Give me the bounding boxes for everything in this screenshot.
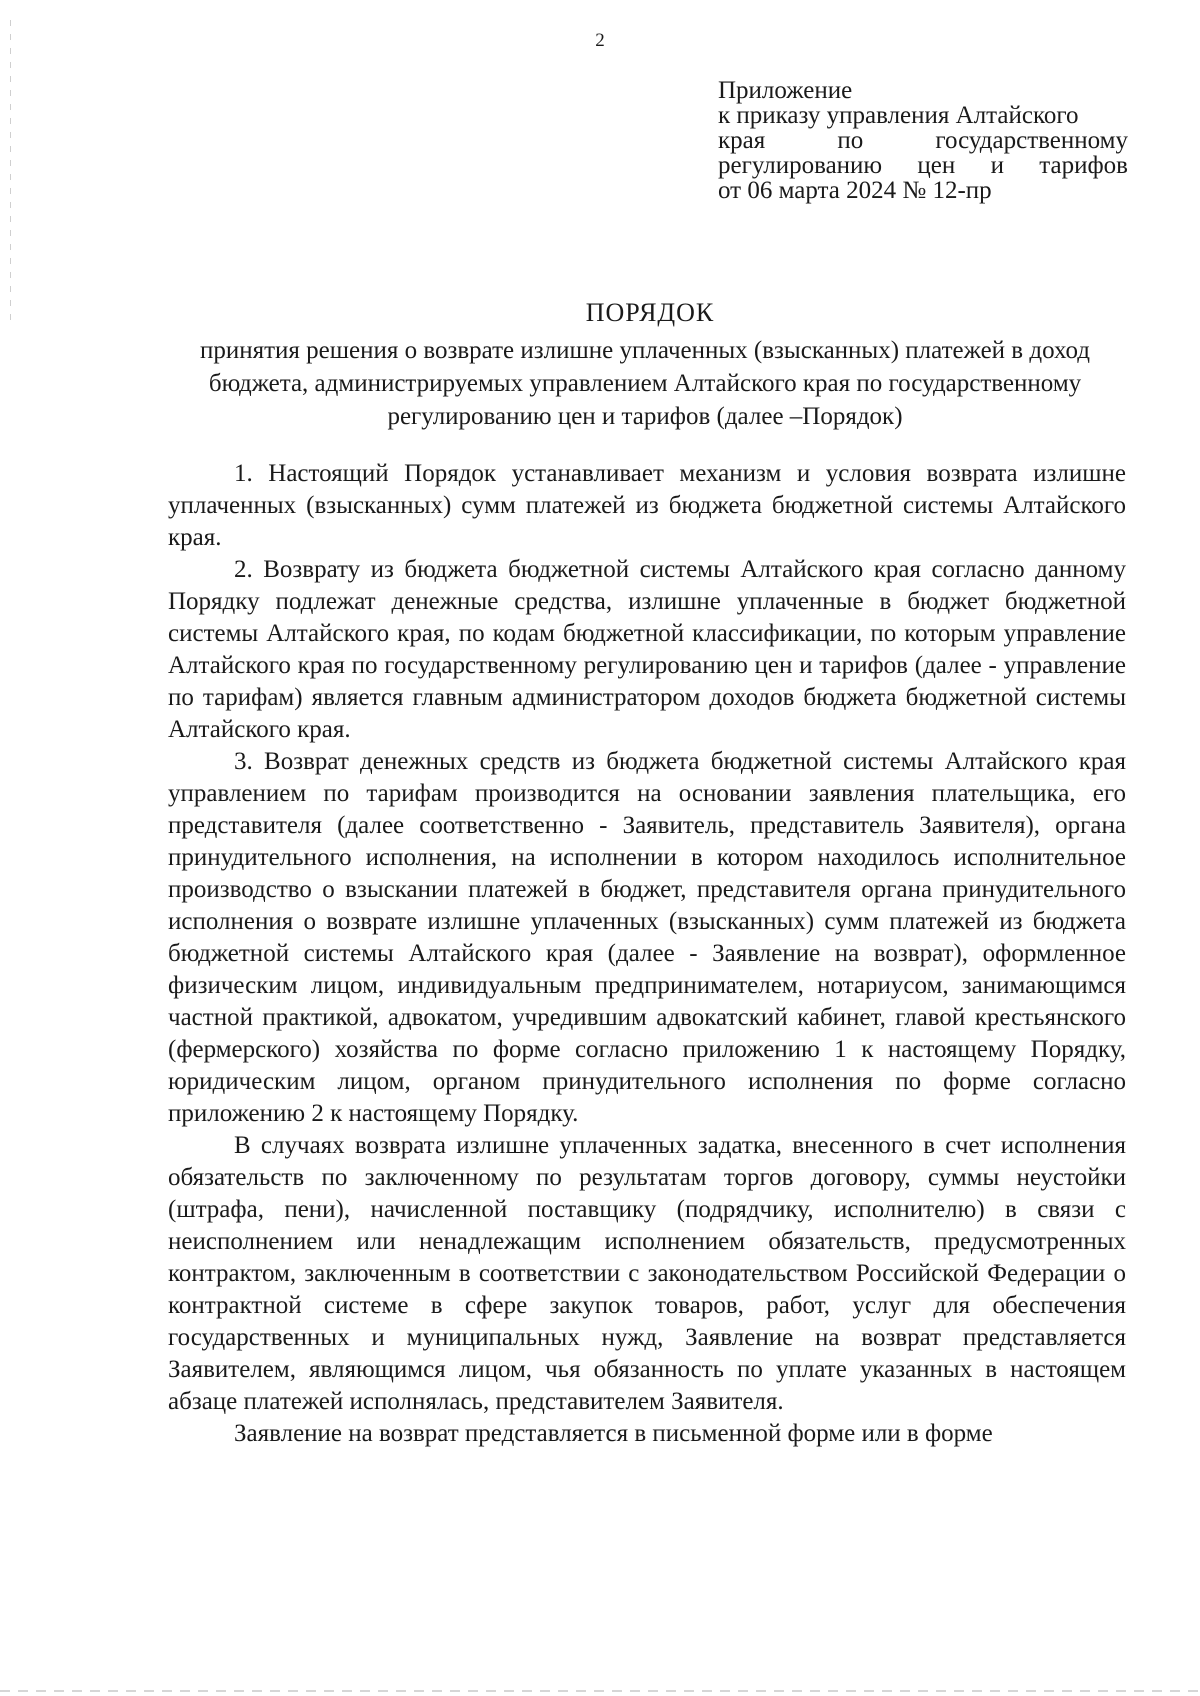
paragraph-2: 2. Возврату из бюджета бюджетной системы Алтайского края согласно данному Порядку подлежат денежные средства, излишне уплаченные в бюджет бюджетной системы Алтайского края, по кодам бюджетной классификации, по которым управление Алтайского края по государственному регулированию цен и тарифов (далее - управление по тарифам) является главным администратором доходов бюджета бюджетной системы Алтайского края.	[168, 556, 1126, 743]
paragraph-1: 1. Настоящий Порядок устанавливает механизм и условия возврата излишне уплаченных (взысканных) сумм платежей из бюджета бюджетной системы Алтайского края.	[168, 460, 1126, 551]
paragraph-3: 3. Возврат денежных средств из бюджета бюджетной системы Алтайского края управлением по тарифам производится на основании заявления плательщика, его представителя (далее соответственно - Заявитель, представитель Заявителя), органа принудительного исполнения, на исполнении в котором находилось исполнительное производство о взыскании платежей в бюджет, представителя органа принудительного исполнения о возврате излишне уплаченных (взысканных) сумм платежей из бюджета бюджетной системы Алтайского края (далее - Заявление на возврат), оформленное физическим лицом, индивидуальным предпринимателем, нотариусом, занимающимся частной практикой, адвокатом, учредившим адвокатский кабинет, главой крестьянского (фермерского) хозяйства по форме согласно приложению 1 к настоящему Порядку, юридическим лицом, органом принудительного исполнения по форме согласно приложению 2 к настоящему Порядку.	[168, 748, 1126, 1127]
scan-bottom-artifact	[0, 1690, 1200, 1692]
paragraph-5: Заявление на возврат представляется в письменной форме или в форме	[234, 1420, 993, 1447]
appendix-block	[718, 78, 1128, 203]
document-body	[168, 458, 1126, 1450]
document-title: ПОРЯДОК	[585, 298, 715, 327]
page-number: 2	[595, 30, 605, 51]
appendix-line-5: от 06 марта 2024 № 12-пр	[718, 177, 992, 204]
scan-edge-artifact	[10, 20, 11, 320]
appendix-line-1: Приложение	[718, 77, 853, 104]
appendix-line-2: к приказу управления Алтайского	[718, 102, 1079, 129]
appendix-line-3: края по государственному	[718, 127, 1128, 154]
paragraph-4: В случаях возврата излишне уплаченных задатка, внесенного в счет исполнения обязательств по заключенному по результатам торгов договору, суммы неустойки (штрафа, пени), начисленной поставщику (подрядчику, исполнителю) в связи с неисполнением или ненадлежащим исполнением обязательств, предусмотренных контрактом, заключенным в соответствии с законодательством Российской Федерации о контрактной системе в сфере закупок товаров, работ, услуг для обеспечения государственных и муниципальных нужд, Заявление на возврат представляется Заявителем, являющимся лицом, чья обязанность по уплате указанных в настоящем абзаце платежей исполнялась, представителем Заявителя.	[168, 1132, 1126, 1415]
document-subtitle: принятия решения о возврате излишне уплаченных (взысканных) платежей в доход бюджета, администрируемых управлением Алтайского края по государственному регулированию цен и тарифов (далее –Порядок)	[199, 337, 1090, 430]
appendix-line-4: регулированию цен и тарифов	[718, 152, 1128, 179]
